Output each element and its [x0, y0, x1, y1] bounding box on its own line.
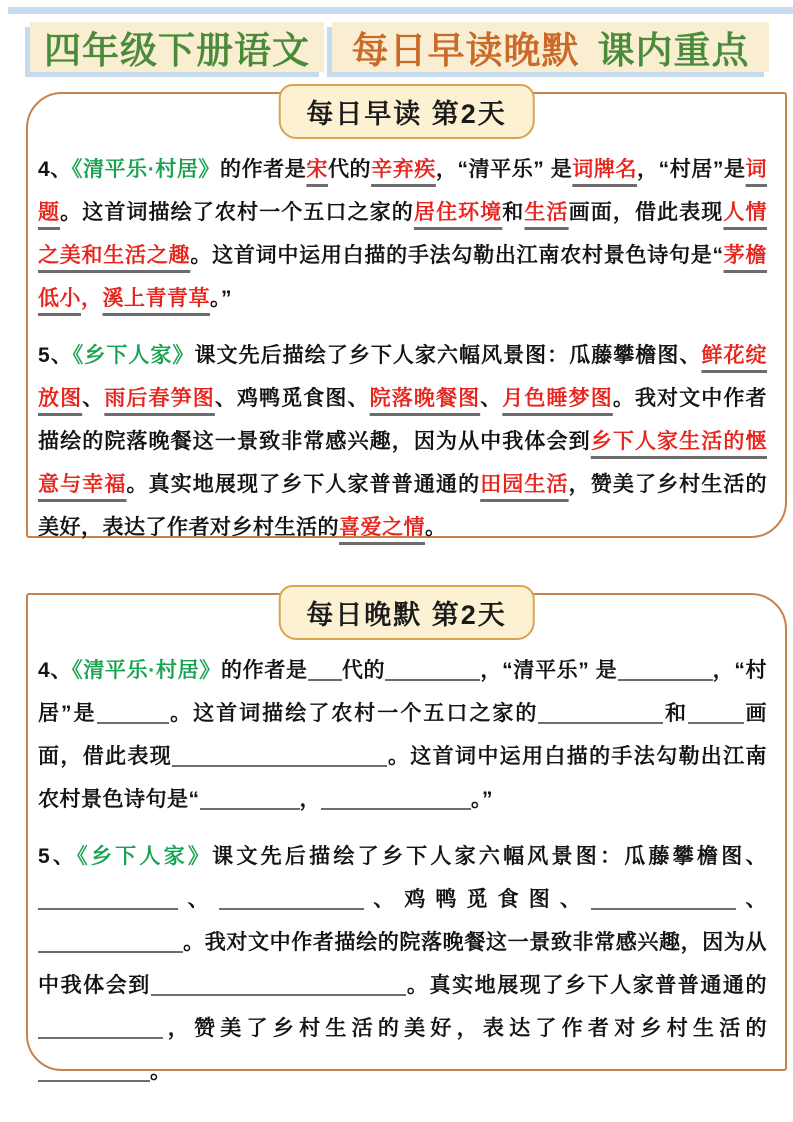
evening-dictation-title: 每日晚默 第2天 — [306, 600, 507, 630]
body-text: ，“清平乐” 是 — [480, 659, 618, 682]
fill-in-blank — [38, 1068, 150, 1082]
body-text: 。这首词中运用白描的手法勾勒出江南农村景色诗句是“ — [38, 745, 768, 811]
body-text: 。 — [425, 516, 447, 539]
body-text: 、鸡鸭觅食图、 — [214, 387, 370, 410]
answer-highlight-text: 雨后春笋图 — [104, 387, 215, 410]
top-blue-line — [8, 7, 793, 14]
fill-in-blank — [538, 710, 663, 724]
body-text: 、 — [178, 888, 219, 911]
morning-reading-title: 每日早读 第2天 — [306, 99, 507, 129]
morning-reading-card — [26, 92, 787, 538]
fill-in-blank — [38, 939, 183, 953]
body-text: 、 — [735, 888, 768, 911]
body-text: 代的 — [341, 659, 386, 682]
body-text: ，“清平乐” 是 — [435, 158, 573, 181]
answer-highlight-text: 鲜花绽放图 — [38, 344, 768, 410]
lesson-title-text: 《清平乐·村居》 — [71, 158, 221, 181]
morning-reading-title-bubble — [278, 84, 535, 139]
body-text: ，“村居”是 — [38, 659, 768, 725]
body-text: 画面，借此表现 — [38, 702, 768, 768]
body-text: 代的 — [327, 158, 372, 181]
answer-highlight-text: 茅檐低小 — [38, 244, 768, 310]
answer-highlight-text: 词牌名 — [572, 158, 638, 181]
evening-dictation-title-bubble — [278, 585, 535, 640]
morning-reading-body — [28, 94, 785, 563]
body-text: 。这首词描绘了农村一个五口之家的 — [168, 702, 539, 725]
answer-highlight-text: 人情之美和生活之趣 — [38, 201, 767, 267]
body-text: 、 — [480, 387, 503, 410]
fill-in-blank — [321, 796, 471, 810]
body-text: 。” — [210, 287, 232, 310]
fill-in-blank — [97, 710, 169, 724]
answer-highlight-text: 月色睡梦图 — [502, 387, 613, 410]
body-text: 。我对文中作者描绘的院落晚餐这一景致非常感兴趣，因为从中我体会到 — [38, 387, 767, 453]
body-text: 。真实地展现了乡下人家普普通通的 — [126, 473, 481, 496]
body-text: 。真实地展现了乡下人家普普通通的 — [405, 974, 768, 997]
body-text: 5、 — [38, 344, 73, 367]
fill-in-blank — [38, 1025, 163, 1039]
body-text: 4、 — [38, 659, 73, 682]
paragraph-evening-item-4 — [38, 649, 767, 821]
body-text: 和 — [663, 702, 688, 725]
body-text: 、 — [82, 387, 105, 410]
answer-highlight-text: 院落晚餐图 — [369, 387, 481, 410]
fill-in-blank — [38, 896, 178, 910]
body-text: 5、 — [38, 845, 78, 868]
body-text: 的作者是 — [220, 659, 308, 682]
series-subtitle-label: 课内重点 — [597, 30, 750, 71]
fill-in-blank — [200, 796, 300, 810]
body-text: ，赞美了乡村生活的美好，表达了作者对乡村生活的 — [163, 1017, 767, 1040]
body-text: 。这首词中运用白描的手法勾勒出江南农村景色诗句是“ — [190, 244, 724, 267]
body-text: ， — [299, 788, 321, 811]
answer-highlight-text: 宋 — [306, 158, 328, 181]
evening-dictation-card — [26, 593, 787, 1083]
answer-highlight-text: ， — [81, 287, 103, 310]
fill-in-blank — [688, 710, 744, 724]
page-header — [30, 22, 769, 72]
body-text: 4、 — [38, 158, 72, 181]
body-text: ，赞美了乡村生活的美好，表达了作者对乡村生活的 — [38, 473, 767, 539]
fill-in-blank — [151, 982, 406, 996]
fill-in-blank — [308, 667, 342, 681]
answer-highlight-text: 溪上青青草 — [102, 287, 210, 310]
lesson-title-text: 《清平乐·村居》 — [72, 659, 221, 682]
body-text: 课文先后描绘了乡下人家六幅风景图：瓜藤攀檐图、 — [212, 845, 768, 868]
lesson-title-text: 《乡下人家》 — [72, 344, 195, 367]
paragraph-morning-item-4 — [38, 148, 767, 320]
fill-in-blank — [591, 896, 736, 910]
fill-in-blank — [618, 667, 713, 681]
body-text: 、鸡鸭觅食图、 — [363, 888, 591, 911]
body-text: 课文先后描绘了乡下人家六幅风景图：瓜藤攀檐图、 — [194, 344, 702, 367]
paragraph-evening-item-5 — [38, 835, 767, 1093]
evening-dictation-body — [28, 595, 785, 1107]
answer-highlight-text: 居住环境 — [413, 201, 503, 224]
answer-highlight-text: 词题 — [38, 158, 768, 224]
body-text: 画面，借此表现 — [568, 201, 724, 224]
body-text: 的作者是 — [220, 158, 307, 181]
series-title-badge — [332, 22, 769, 72]
answer-highlight-text: 辛弃疾 — [371, 158, 436, 181]
body-text: 。” — [471, 788, 493, 811]
answer-highlight-text: 喜爱之情 — [339, 516, 425, 539]
fill-in-blank — [219, 896, 364, 910]
grade-subject-badge — [30, 22, 324, 72]
body-text: 。 — [150, 1060, 172, 1083]
paragraph-morning-item-5 — [38, 334, 767, 549]
fill-in-blank — [172, 753, 387, 767]
lesson-title-text: 《乡下人家》 — [77, 845, 213, 868]
body-text: 和 — [502, 201, 525, 224]
body-text: 。我对文中作者描绘的院落晚餐这一景致非常感兴趣，因为从中我体会到 — [38, 931, 767, 997]
fill-in-blank — [385, 667, 480, 681]
answer-highlight-text: 田园生活 — [480, 473, 569, 496]
body-text: ，“村居”是 — [637, 158, 746, 181]
body-text: 。这首词描绘了农村一个五口之家的 — [60, 201, 414, 224]
answer-highlight-text: 乡下人家生活的惬意与幸福 — [38, 430, 767, 496]
series-title-label: 每日早读晚默 — [351, 30, 580, 71]
grade-subject-label: 四年级下册语文 — [44, 30, 310, 71]
answer-highlight-text: 生活 — [524, 201, 569, 224]
